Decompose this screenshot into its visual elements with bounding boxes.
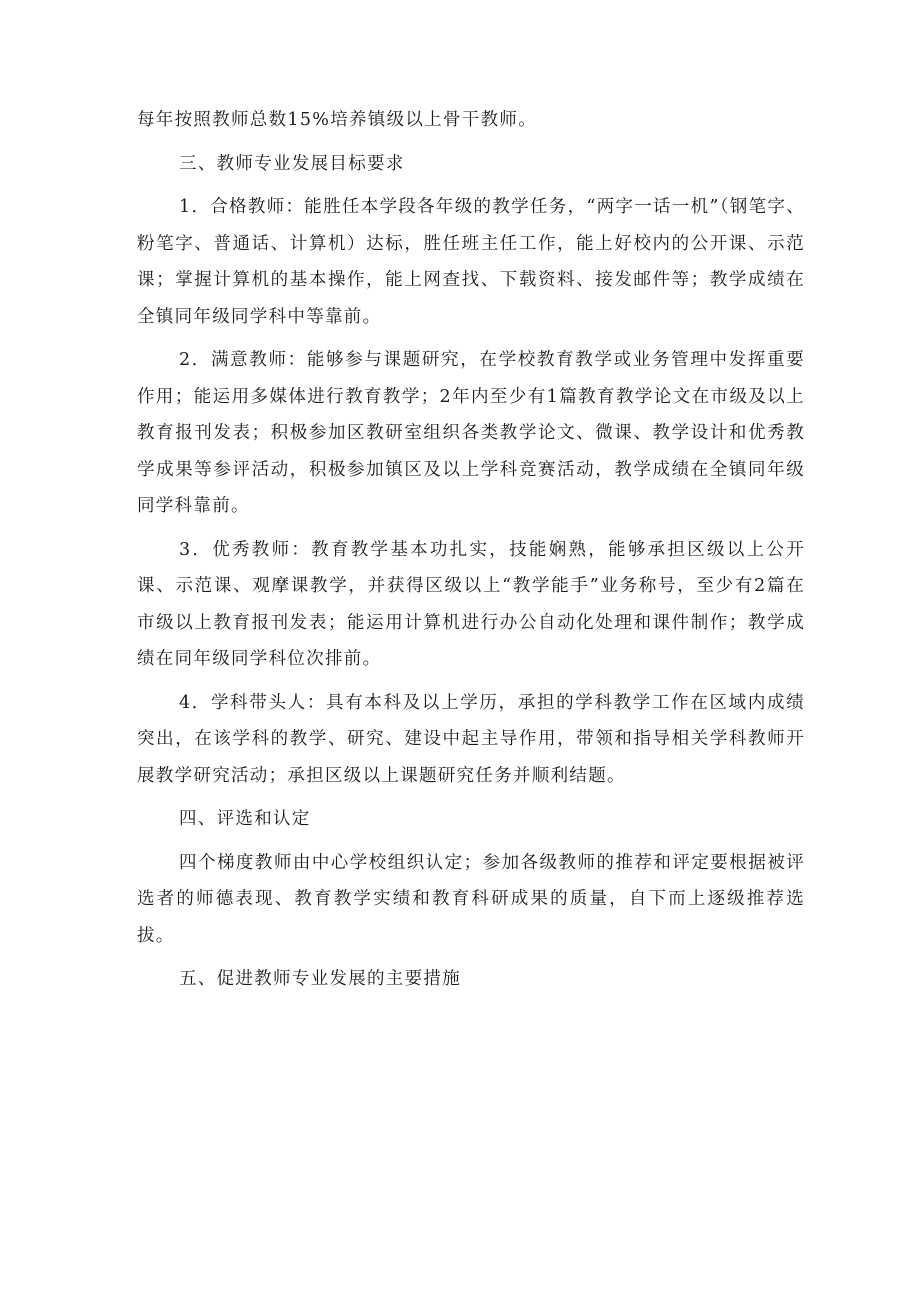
paragraph-selection: 四个梯度教师由中心学校组织认定；参加各级教师的推荐和评定要根据被评选者的师德表现、教育教学实绩和教育科研成果的质量，自下而上逐级推荐选拔。: [137, 852, 805, 946]
paragraph-satisfactory-teacher: 2．满意教师：能够参与课题研究，在学校教育教学或业务管理中发挥重要作用；能运用多媒体进行教育教学；2年内至少有1篇教育教学论文在市级及以上教育报刊发表；积极参加区教研室组织各类教学论文、微课、教学设计和优秀教学成果等参评活动，积极参加镇区及以上学科竞赛活动，教学成绩在全镇同年级同学科靠前。: [137, 350, 805, 516]
paragraph-intro: 每年按照教师总数15%培养镇级以上骨干教师。: [137, 110, 537, 130]
document-page: [137, 102, 805, 998]
paragraph-qualified-teacher: 1．合格教师：能胜任本学段各年级的教学任务，“两字一话一机”（钢笔字、粉笔字、普通话、计算机）达标，胜任班主任工作，能上好校内的公开课、示范课；掌握计算机的基本操作，能上网查找、下载资料、接发邮件等；教学成绩在全镇同年级同学科中等靠前。: [137, 197, 805, 327]
section-heading-4: 四、评选和认定: [179, 809, 311, 829]
paragraph-excellent-teacher: 3．优秀教师：教育教学基本功扎实，技能娴熟，能够承担区级以上公开课、示范课、观摩课教学，并获得区级以上“教学能手”业务称号，至少有2篇在市级以上教育报刊发表；能运用计算机进行办公自动化处理和课件制作；教学成绩在同年级同学科位次排前。: [137, 539, 805, 669]
paragraph-subject-leader: 4．学科带头人：具有本科及以上学历，承担的学科教学工作在区域内成绩突出，在该学科的教学、研究、建设中起主导作用，带领和指导相关学科教师开展教学研究活动；承担区级以上课题研究任务并顺利结题。: [137, 692, 805, 786]
section-heading-5: 五、促进教师专业发展的主要措施: [179, 969, 461, 989]
section-heading-3: 三、教师专业发展目标要求: [179, 153, 405, 174]
